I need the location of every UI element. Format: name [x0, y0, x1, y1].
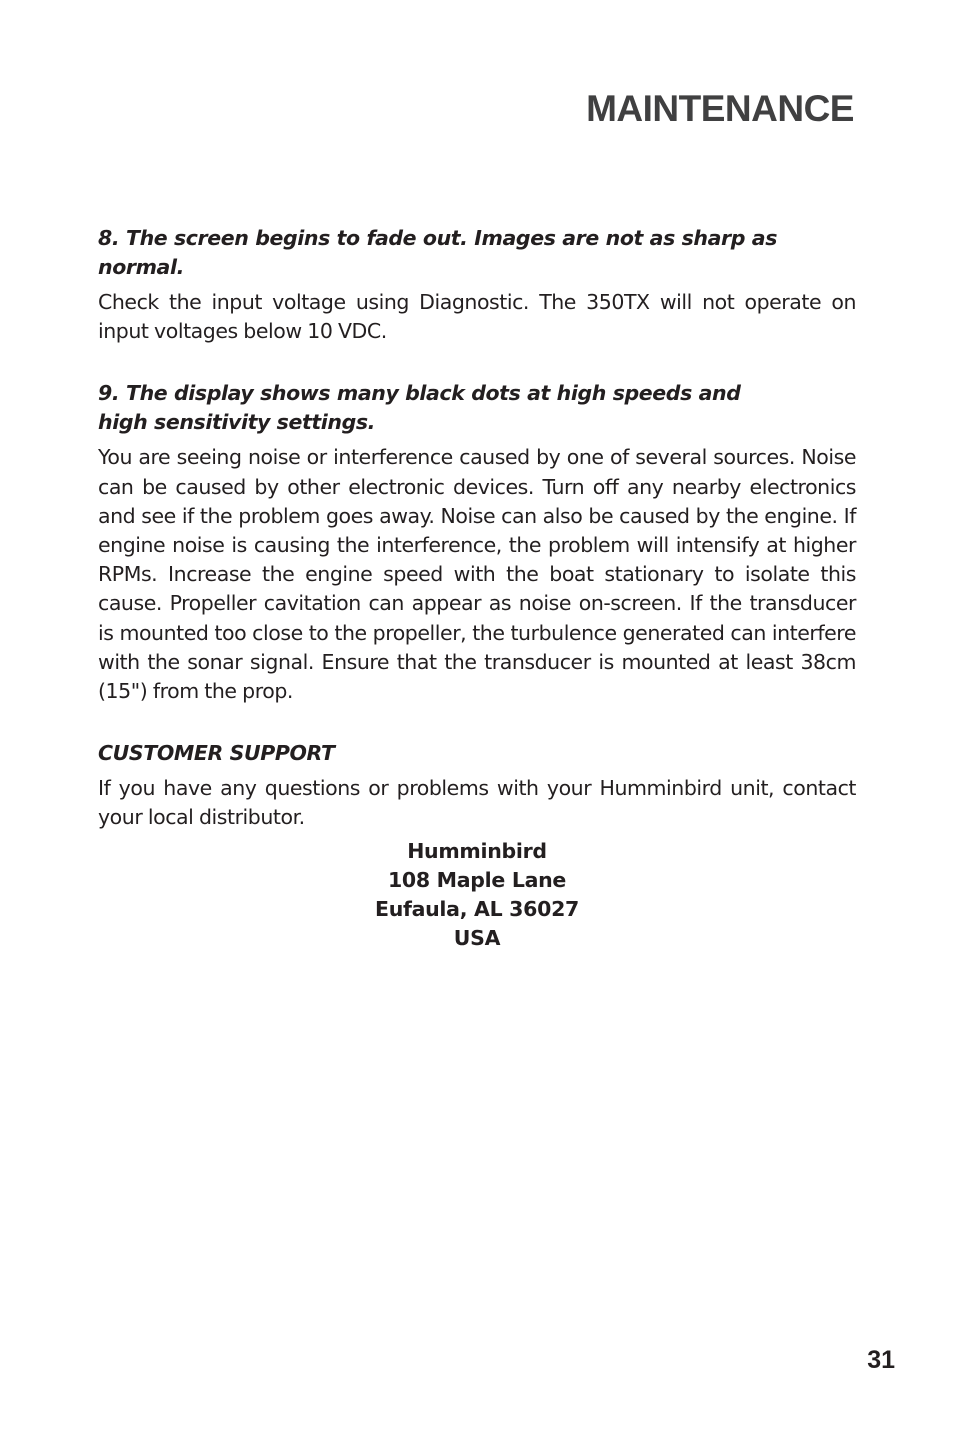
page-title: MAINTENANCE [586, 88, 854, 129]
section-heading: 8. The screen begins to fade out. Images are not as sharp as normal. [98, 226, 778, 279]
address-country: USA [453, 926, 501, 950]
section-body: If you have any questions or problems with your Humminbird unit, contact your local distributor. [98, 776, 856, 830]
section-body: You are seeing noise or interference caused by one of several sources. Noise can be caused by other electronic devices. Turn off any nearby electronics and see if the problem goes away. Noise can also be caused by the engine. If engine noise is causing the interference, the problem will intensify at higher RPMs. Increase the engine speed with the boat stationary to isolate this cause. Propeller cavitation can appear as noise on-screen. If the transducer is mounted too close to the propeller, the turbulence generated can interfere with the sonar signal. Ensure that the transducer is mounted at least 38cm (15") from the prop. [98, 445, 856, 704]
page-number: 31 [867, 1346, 895, 1374]
troubleshooting-item-8 [98, 224, 856, 346]
address-company: Humminbird [407, 839, 547, 863]
customer-support-section [98, 739, 856, 832]
section-heading: CUSTOMER SUPPORT [98, 741, 335, 766]
section-body: Check the input voltage using Diagnostic. The 350TX will not operate on input voltages below 10 VDC. [98, 290, 856, 344]
troubleshooting-item-9 [98, 379, 856, 706]
section-heading: 9. The display shows many black dots at high speeds and high sensitivity settings. [98, 381, 741, 435]
mailing-address [0, 837, 954, 953]
address-city: Eufaula, AL 36027 [374, 897, 579, 921]
address-street: 108 Maple Lane [387, 868, 567, 892]
main-content [98, 224, 856, 866]
